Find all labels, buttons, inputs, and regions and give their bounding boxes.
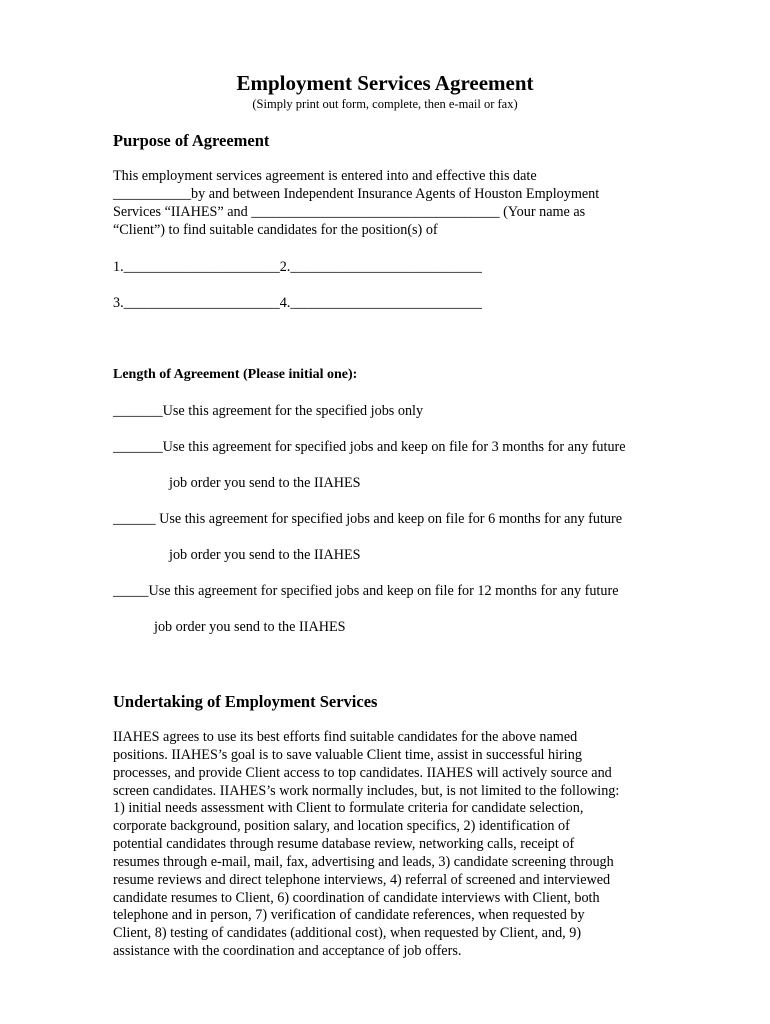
undertaking-line: candidate resumes to Client, 6) coordination of candidate interviews with Client, both bbox=[113, 889, 600, 906]
length-option-3-continued: job order you send to the IIAHES bbox=[169, 547, 361, 563]
undertaking-line: positions. IIAHES’s goal is to save valuable Client time, assist in successful hiring bbox=[113, 746, 582, 763]
undertaking-line: corporate background, position salary, and location specifics, 2) identification of bbox=[113, 818, 570, 835]
document-title: Employment Services Agreement bbox=[236, 71, 534, 95]
undertaking-line: processes, and provide Client access to top candidates. IIAHES will actively source and bbox=[113, 764, 612, 781]
document-subtitle: (Simply print out form, complete, then e-mail or fax) bbox=[252, 97, 518, 111]
undertaking-line: screen candidates. IIAHES’s work normally includes, but, is not limited to the following: bbox=[113, 782, 620, 799]
length-heading: Length of Agreement (Please initial one): bbox=[113, 367, 358, 382]
undertaking-line: IIAHES agrees to use its best efforts find suitable candidates for the above named bbox=[113, 729, 578, 745]
purpose-line-4: “Client”) to find suitable candidates for the position(s) of bbox=[113, 221, 438, 238]
purpose-line-1: This employment services agreement is entered into and effective this date bbox=[113, 168, 537, 184]
positions-row-2[interactable]: 3.______________________4.___________________________ bbox=[113, 295, 482, 311]
undertaking-line: resumes through e-mail, mail, fax, advertising and leads, 3) candidate screening through bbox=[113, 853, 614, 870]
purpose-line-2[interactable]: ___________by and between Independent Insurance Agents of Houston Employment bbox=[113, 185, 600, 202]
purpose-heading: Purpose of Agreement bbox=[113, 131, 270, 150]
positions-row-1[interactable]: 1.______________________2.___________________________ bbox=[113, 259, 482, 275]
purpose-paragraph bbox=[113, 168, 658, 239]
length-option-2[interactable]: _______Use this agreement for specified jobs and keep on file for 3 months for any future bbox=[113, 439, 626, 455]
length-option-1[interactable]: _______Use this agreement for the specified jobs only bbox=[113, 403, 424, 419]
undertaking-line: assistance with the coordination and acceptance of job offers. bbox=[113, 943, 462, 960]
undertaking-heading: Undertaking of Employment Services bbox=[113, 692, 378, 711]
undertaking-line: Client, 8) testing of candidates (additional cost), when requested by Client, and, 9) bbox=[113, 925, 582, 942]
purpose-line-3[interactable]: Services “IIAHES” and ___________________________________ (Your name as bbox=[113, 203, 586, 220]
length-option-3[interactable]: ______ Use this agreement for specified jobs and keep on file for 6 months for any future bbox=[113, 511, 623, 527]
length-option-4-continued: job order you send to the IIAHES bbox=[154, 619, 346, 635]
undertaking-paragraph bbox=[113, 729, 658, 961]
length-option-2-continued: job order you send to the IIAHES bbox=[169, 475, 361, 491]
undertaking-line: telephone and in person, 7) verification of candidate references, when requested by bbox=[113, 907, 585, 924]
undertaking-line: potential candidates through resume database review, networking calls, receipt of bbox=[113, 836, 575, 853]
undertaking-line: resume reviews and direct telephone interviews, 4) referral of screened and interviewed bbox=[113, 871, 611, 888]
undertaking-line: 1) initial needs assessment with Client to formulate criteria for candidate selection, bbox=[113, 800, 584, 817]
length-option-4[interactable]: _____Use this agreement for specified jobs and keep on file for 12 months for any future bbox=[113, 583, 619, 599]
